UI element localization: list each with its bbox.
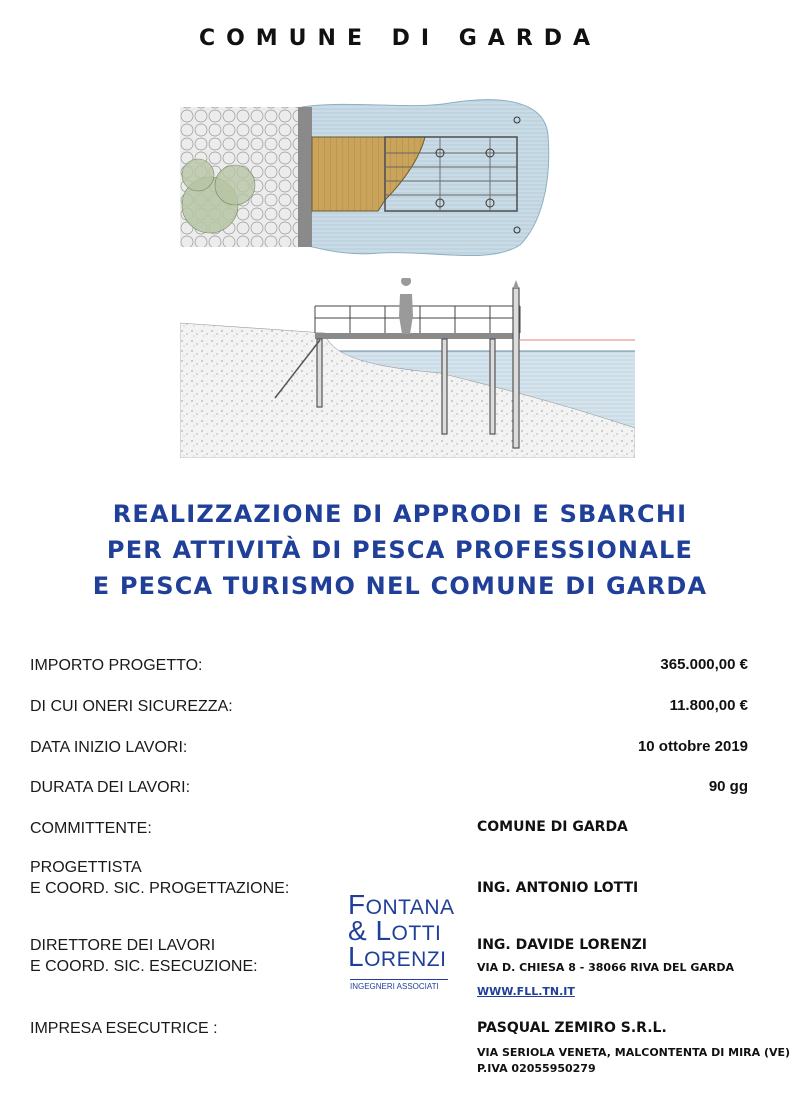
logo-line-1-rest: ONTANA	[365, 896, 455, 919]
project-title	[0, 496, 800, 604]
committente-value: COMUNE DI GARDA	[477, 819, 628, 835]
impresa-label: IMPRESA ESECUTRICE :	[30, 1020, 218, 1037]
direttore-label-line-2: E COORD. SIC. ESECUZIONE:	[30, 958, 258, 975]
logo-line-3-rest: ORENZI	[364, 948, 447, 971]
logo-line-3-initial: L	[348, 941, 365, 972]
direttore-value: ING. DAVIDE LORENZI	[477, 937, 647, 953]
logo-line-3	[348, 941, 447, 972]
importo-label: IMPORTO PROGETTO:	[30, 657, 203, 674]
logo-subtitle: INGEGNERI ASSOCIATI	[350, 982, 439, 991]
pier-deck	[315, 333, 520, 339]
durata-label: DURATA DEI LAVORI:	[30, 779, 191, 796]
mooring-post	[513, 280, 519, 288]
project-title-line-1: REALIZZAZIONE DI APPRODI E SBARCHI	[112, 500, 688, 528]
section-view-drawing	[180, 278, 635, 458]
logo-line-2-rest: OTTI	[391, 922, 442, 945]
project-title-line-2: PER ATTIVITÀ DI PESCA PROFESSIONALE	[106, 536, 694, 564]
logo-line-2-initial: & L	[348, 915, 392, 946]
fontana-lotti-lorenzi-logo	[348, 889, 455, 993]
progettista-label-line-1: PROGETTISTA	[30, 859, 142, 876]
page-header-title: COMUNE DI GARDA	[198, 26, 602, 51]
direttore-label-line-1: DIRETTORE DEI LAVORI	[30, 937, 216, 954]
person-silhouette	[399, 278, 413, 334]
project-title-line-3: E PESCA TURISMO NEL COMUNE DI GARDA	[92, 572, 708, 600]
importo-value: 365.000,00 €	[660, 656, 748, 673]
oneri-label: DI CUI ONERI SICUREZZA:	[30, 698, 233, 715]
data-inizio-label: DATA INIZIO LAVORI:	[30, 739, 188, 756]
impresa-address: VIA SERIOLA VENETA, MALCONTENTA DI MIRA (VE)	[477, 1046, 791, 1059]
oneri-value: 11.800,00 €	[669, 697, 748, 714]
website-link[interactable]: WWW.FLL.TN.IT	[477, 985, 575, 998]
progettista-value: ING. ANTONIO LOTTI	[477, 880, 639, 896]
progettista-label-line-2: E COORD. SIC. PROGETTAZIONE:	[30, 880, 290, 897]
impresa-piva: P.IVA 02055950279	[477, 1062, 596, 1075]
railing	[315, 306, 520, 333]
impresa-value: PASQUAL ZEMIRO S.R.L.	[477, 1020, 667, 1036]
committente-label: COMMITTENTE:	[30, 820, 152, 837]
quay-wall	[298, 107, 312, 247]
logo-line-1-initial: F	[348, 889, 366, 920]
direttore-address: VIA D. CHIESA 8 - 38066 RIVA DEL GARDA	[477, 961, 735, 974]
durata-value: 90 gg	[708, 778, 748, 795]
plan-view-drawing	[180, 95, 550, 265]
logo-rule	[350, 979, 448, 980]
data-inizio-value: 10 ottobre 2019	[637, 738, 748, 755]
